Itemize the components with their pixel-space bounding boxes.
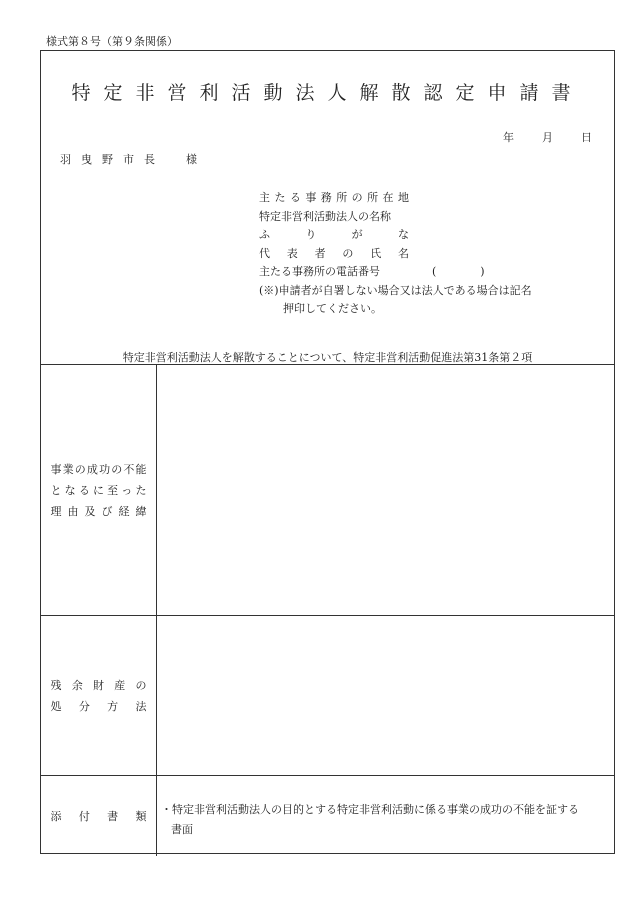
label-char: の bbox=[135, 678, 147, 692]
label-char: っ bbox=[121, 483, 133, 497]
date-year-label: 年 bbox=[503, 131, 514, 144]
phone-label: 主たる事務所の電話番号 bbox=[259, 265, 380, 278]
label-char: 事 bbox=[50, 462, 62, 476]
attachments-line2: 書面 bbox=[171, 823, 193, 836]
label-char: の bbox=[351, 191, 363, 204]
reason-label-line bbox=[51, 480, 147, 501]
representative-chars bbox=[259, 245, 409, 264]
property-label-line bbox=[51, 696, 147, 717]
date-line bbox=[503, 129, 592, 145]
label-char: 地 bbox=[397, 191, 409, 204]
phone-row bbox=[259, 263, 532, 282]
office-address-chars bbox=[259, 189, 409, 208]
attachments-row bbox=[41, 776, 614, 856]
form-table bbox=[41, 364, 614, 856]
label-char: 付 bbox=[78, 809, 90, 823]
representative-label bbox=[259, 245, 532, 264]
attachments-label-cell bbox=[41, 776, 157, 856]
label-char: と bbox=[50, 483, 62, 497]
label-char: の bbox=[342, 246, 354, 260]
label-char: 所 bbox=[336, 191, 348, 204]
label-char: 業 bbox=[62, 462, 74, 476]
label-char: 功 bbox=[99, 462, 111, 476]
label-char: の bbox=[74, 462, 86, 476]
label-char: ふ bbox=[259, 228, 270, 241]
label-char: 処 bbox=[50, 699, 62, 713]
date-day-label: 日 bbox=[581, 131, 592, 144]
addressee: 羽曳野市長 様 bbox=[60, 153, 207, 166]
label-char: 氏 bbox=[370, 246, 382, 260]
signature-note-line2: 押印してください。 bbox=[283, 302, 382, 315]
property-row bbox=[41, 616, 614, 776]
property-input-area[interactable] bbox=[157, 616, 614, 775]
office-address-label bbox=[259, 189, 532, 208]
phone-parentheses: ( ) bbox=[432, 265, 485, 278]
label-char: 財 bbox=[93, 678, 104, 692]
label-char: 緯 bbox=[135, 504, 147, 518]
label-char: 在 bbox=[382, 191, 394, 204]
label-char: 産 bbox=[114, 678, 126, 692]
label-char: 不 bbox=[123, 462, 135, 476]
label-char: 成 bbox=[86, 462, 98, 476]
label-char: り bbox=[305, 228, 317, 241]
label-char: 理 bbox=[50, 504, 62, 518]
furigana-label bbox=[259, 226, 532, 245]
label-char: る bbox=[289, 191, 301, 204]
label-char: 務 bbox=[320, 191, 332, 204]
label-char: 所 bbox=[367, 191, 379, 204]
label-char: に bbox=[92, 483, 104, 497]
property-label-cell bbox=[41, 616, 157, 775]
label-char: 主 bbox=[259, 191, 270, 204]
label-char: な bbox=[397, 228, 409, 241]
label-char: 法 bbox=[135, 699, 147, 713]
label-char: た bbox=[274, 191, 286, 204]
label-char: 方 bbox=[107, 699, 119, 713]
attachments-line1: ・特定非営利活動法人の目的とする特定非営利活動に係る事業の成功の不能を証する bbox=[161, 803, 579, 816]
label-char: 至 bbox=[107, 483, 119, 497]
label-char: 残 bbox=[50, 678, 62, 692]
label-char: た bbox=[135, 483, 147, 497]
attachments-text bbox=[161, 800, 608, 840]
label-char: な bbox=[64, 483, 76, 497]
attachments-cell bbox=[157, 776, 614, 856]
org-name-label: 特定非営利活動法人の名称 bbox=[259, 209, 391, 223]
label-char: る bbox=[78, 483, 90, 497]
application-form-frame bbox=[40, 50, 615, 854]
label-char: 余 bbox=[71, 678, 83, 692]
reason-label-cell bbox=[41, 365, 157, 615]
furigana-chars bbox=[259, 226, 409, 245]
reason-label-line bbox=[51, 459, 147, 480]
label-char: 代 bbox=[259, 246, 270, 260]
label-char: 分 bbox=[78, 699, 90, 713]
label-char: 由 bbox=[67, 504, 79, 518]
form-title: 特定非営利活動法人解散認定申請書 bbox=[71, 82, 584, 104]
label-char: 添 bbox=[50, 809, 62, 823]
attachments-label-line bbox=[51, 806, 147, 827]
label-char: の bbox=[111, 462, 123, 476]
label-char: 名 bbox=[397, 246, 409, 260]
label-char: び bbox=[101, 504, 113, 518]
label-char: 類 bbox=[135, 809, 147, 823]
label-char: 者 bbox=[314, 246, 326, 260]
label-char: が bbox=[351, 228, 363, 241]
date-month-label: 月 bbox=[542, 131, 553, 144]
label-char: 能 bbox=[135, 462, 147, 476]
label-char: 事 bbox=[305, 191, 317, 204]
reason-row bbox=[41, 365, 614, 616]
label-char: 書 bbox=[107, 809, 119, 823]
label-char: 経 bbox=[118, 504, 130, 518]
statement-text: 特定非営利活動法人を解散することについて、特定非営利活動促進法第31条第２項 bbox=[122, 351, 533, 364]
reason-input-area[interactable] bbox=[157, 365, 614, 615]
label-char: 及 bbox=[84, 504, 96, 518]
signature-note-line1: (※)申請者が自署しない場合又は法人である場合は記名 bbox=[259, 283, 532, 297]
form-number: 様式第８号（第９条関係） bbox=[46, 35, 178, 48]
applicant-block bbox=[259, 189, 532, 319]
property-label-line bbox=[51, 675, 147, 696]
label-char: 表 bbox=[286, 246, 298, 260]
reason-label-line bbox=[51, 501, 147, 522]
